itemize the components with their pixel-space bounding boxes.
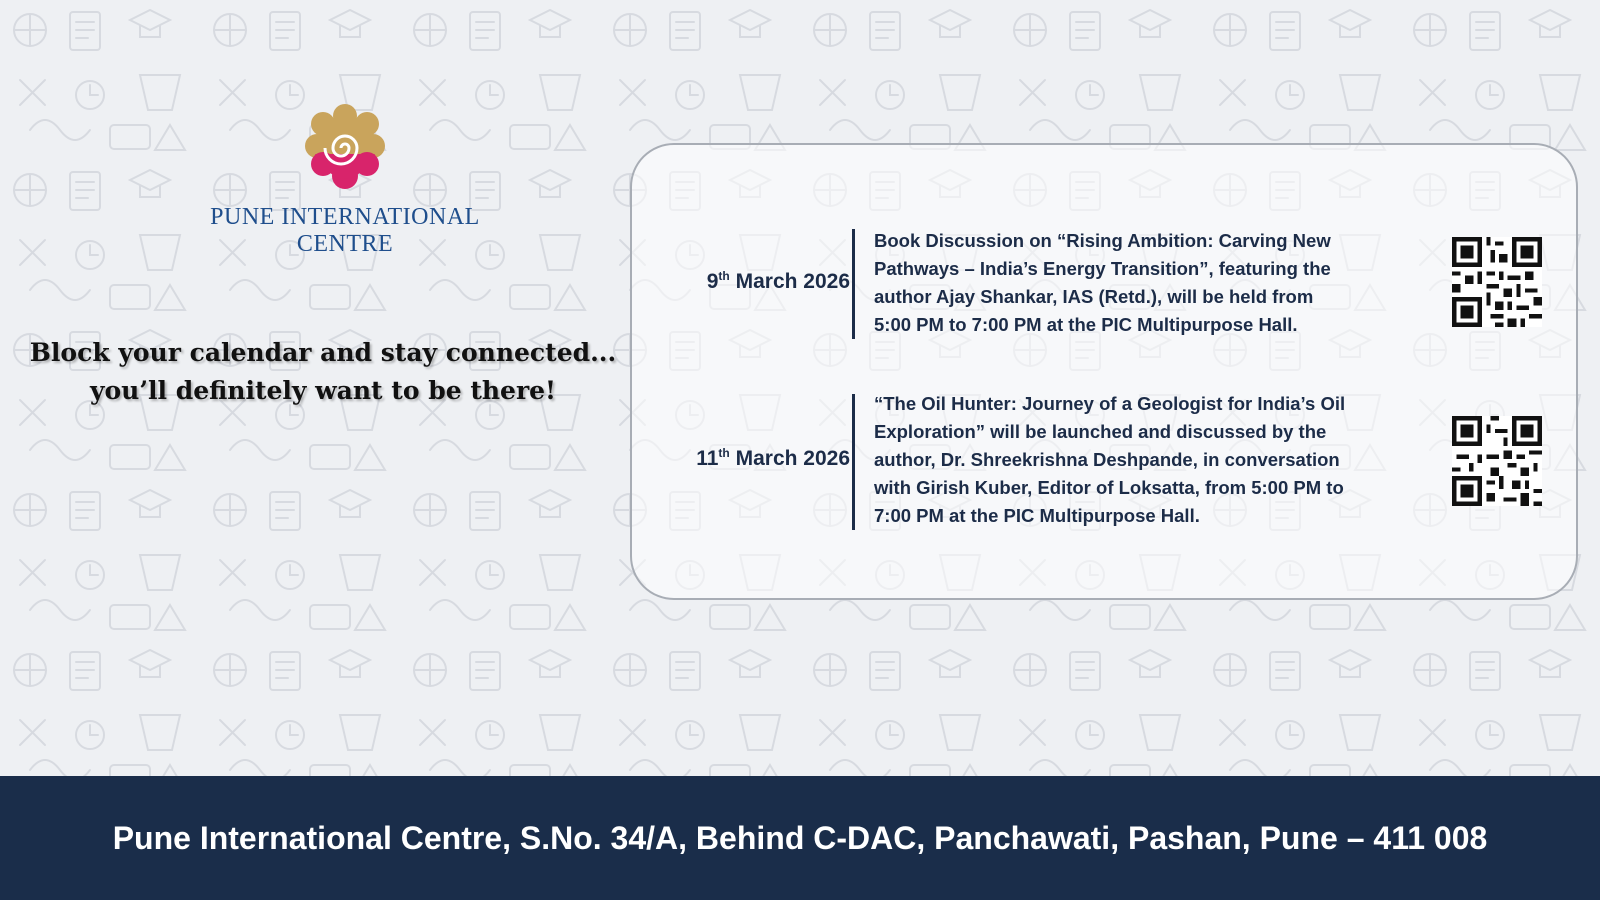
event-description-line: 7:00 PM at the PIC Multipurpose Hall. xyxy=(874,505,1200,526)
tagline-line-2: you’ll definitely want to be there! xyxy=(89,376,557,405)
logo-text: PUNE INTERNATIONAL CENTRE xyxy=(210,204,480,257)
event-date-day: 11 xyxy=(696,447,719,470)
pic-logo xyxy=(160,104,530,257)
event-date-month-year: March 2026 xyxy=(735,270,850,293)
event-divider xyxy=(852,229,855,339)
spiral-flower-logo-icon xyxy=(303,104,387,190)
event-description-line: with Girish Kuber, Editor of Loksatta, from 5:00 PM to xyxy=(874,477,1344,498)
events-card xyxy=(630,143,1578,600)
event-date xyxy=(632,446,850,471)
event-description-line: Pathways – India’s Energy Transition”, featuring the xyxy=(874,258,1331,279)
event-date-day: 9 xyxy=(706,270,719,293)
event-description xyxy=(874,390,1404,530)
event-description-line: author Ajay Shankar, IAS (Retd.), will be held from xyxy=(874,286,1314,307)
qr-code-icon[interactable] xyxy=(1452,237,1542,327)
event-divider xyxy=(852,394,855,530)
logo-magenta-base xyxy=(311,152,379,189)
event-item-2 xyxy=(632,394,1580,530)
event-description-line: author, Dr. Shreekrishna Deshpande, in conversation xyxy=(874,449,1340,470)
footer-address: Pune International Centre, S.No. 34/A, Behind C-DAC, Panchawati, Pashan, Pune – 411 008 xyxy=(112,820,1488,856)
event-date-suffix: th xyxy=(718,269,730,283)
event-description-line: 5:00 PM to 7:00 PM at the PIC Multipurpose Hall. xyxy=(874,314,1298,335)
footer-bar xyxy=(0,776,1600,900)
event-date-month-year: March 2026 xyxy=(735,447,850,470)
event-date-suffix: th xyxy=(718,446,730,460)
tagline-line-1: Block your calendar and stay connected... xyxy=(29,338,617,367)
tagline xyxy=(18,334,628,410)
qr-code-icon[interactable] xyxy=(1452,416,1542,506)
event-description-line: Book Discussion on “Rising Ambition: Carving New xyxy=(874,230,1331,251)
event-description xyxy=(874,227,1404,339)
event-item-1 xyxy=(632,229,1580,341)
event-description-line: Exploration” will be launched and discussed by the xyxy=(874,421,1327,442)
event-description-line: “The Oil Hunter: Journey of a Geologist for India’s Oil xyxy=(874,393,1346,414)
event-date xyxy=(632,269,850,294)
